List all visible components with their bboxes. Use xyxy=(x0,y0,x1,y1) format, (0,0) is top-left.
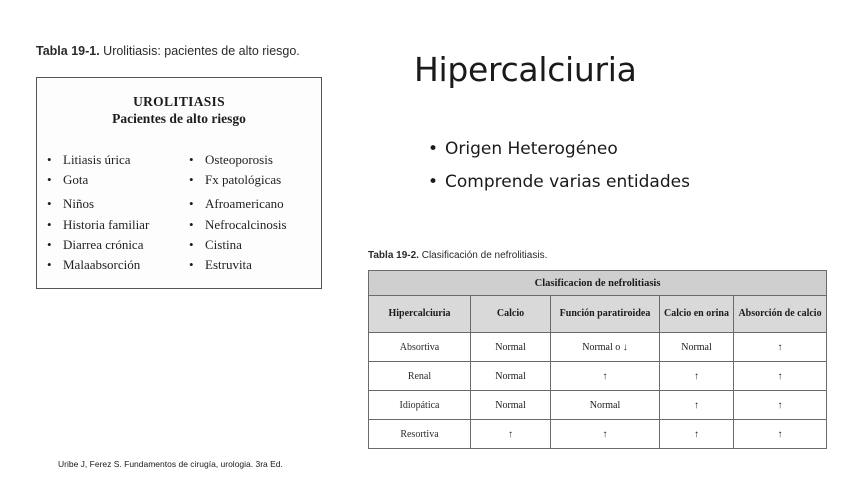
table-19-2-caption xyxy=(368,250,547,261)
list-item: • Nefrocalcinosis xyxy=(189,215,287,235)
table-cell: ↑ xyxy=(551,420,660,449)
list-item: • Diarrea crónica xyxy=(47,235,149,255)
column-header: Calcio en orina xyxy=(660,296,734,333)
bullet-item: • Comprende varias entidades xyxy=(428,170,690,203)
column-header: Hipercalciuria xyxy=(369,296,471,333)
table-cell: ↑ xyxy=(660,362,734,391)
list-item: • Osteoporosis xyxy=(189,150,287,170)
table-subheading: Pacientes de alto riesgo xyxy=(112,111,246,126)
list-item: • Litiasis úrica xyxy=(47,150,149,170)
table-header-row xyxy=(369,296,827,333)
caption-label: Tabla 19-1. xyxy=(36,44,100,58)
table-cell: ↑ xyxy=(660,391,734,420)
classification-table xyxy=(368,270,827,449)
table-cell: Idiopática xyxy=(369,391,471,420)
table-19-1-caption xyxy=(36,44,300,58)
table-cell: ↑ xyxy=(551,362,660,391)
risk-list-right xyxy=(189,150,287,275)
column-header: Calcio xyxy=(471,296,551,333)
table-cell: ↑ xyxy=(734,420,827,449)
caption-label: Tabla 19-2. xyxy=(368,250,419,261)
table-cell: Renal xyxy=(369,362,471,391)
list-item: • Estruvita xyxy=(189,255,287,275)
table-cell: Absortiva xyxy=(369,333,471,362)
caption-text: Urolitiasis: pacientes de alto riesgo. xyxy=(99,44,300,58)
bullet-item: • Origen Heterogéneo xyxy=(428,137,690,170)
caption-text: Clasificación de nefrolitiasis. xyxy=(418,250,548,261)
table-cell: ↑ xyxy=(660,420,734,449)
citation-footer: Uribe J, Ferez S. Fundamentos de cirugía, urologia. 3ra Ed. xyxy=(58,459,283,469)
list-item: • Fx patológicas xyxy=(189,170,287,190)
table-row xyxy=(369,362,827,391)
column-header: Función paratiroidea xyxy=(551,296,660,333)
table-cell: Normal xyxy=(471,362,551,391)
table-cell: Normal xyxy=(551,391,660,420)
bullet-list xyxy=(428,137,690,203)
list-item: • Gota xyxy=(47,170,149,190)
table-cell: ↑ xyxy=(734,391,827,420)
table-cell: ↑ xyxy=(471,420,551,449)
table-row xyxy=(369,420,827,449)
column-header: Absorción de calcio xyxy=(734,296,827,333)
list-item: • Afroamericano xyxy=(189,194,287,214)
high-risk-table xyxy=(36,77,322,289)
table-cell: Normal xyxy=(471,391,551,420)
list-item: • Historia familiar xyxy=(47,215,149,235)
table-cell: Normal o ↓ xyxy=(551,333,660,362)
list-item: • Niños xyxy=(47,194,149,214)
table-cell: Normal xyxy=(660,333,734,362)
slide-title: Hipercalciuria xyxy=(414,50,637,89)
table-row xyxy=(369,391,827,420)
risk-list-left xyxy=(47,150,149,275)
table-title: Clasificacion de nefrolitiasis xyxy=(369,271,827,296)
table-heading: UROLITIASIS xyxy=(133,94,225,109)
table-row xyxy=(369,333,827,362)
list-item: • Malaabsorción xyxy=(47,255,149,275)
table-title-row xyxy=(369,271,827,296)
list-item: • Cistina xyxy=(189,235,287,255)
table-cell: Resortiva xyxy=(369,420,471,449)
table-cell: ↑ xyxy=(734,333,827,362)
table-cell: ↑ xyxy=(734,362,827,391)
table-cell: Normal xyxy=(471,333,551,362)
